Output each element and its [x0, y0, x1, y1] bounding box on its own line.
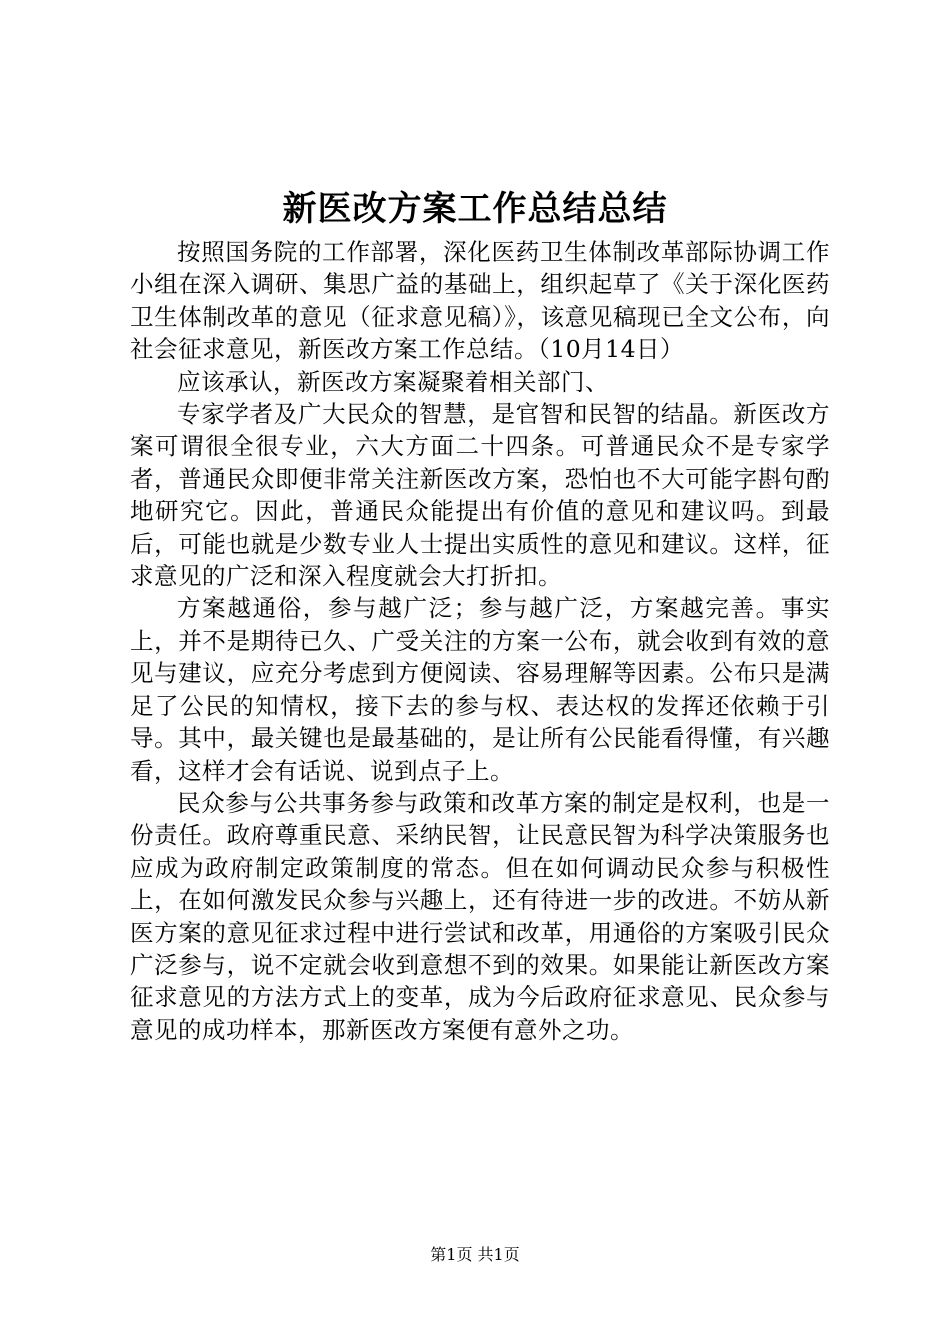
document-title: 新医改方案工作总结总结 [282, 189, 668, 229]
paragraph: 民众参与公共事务参与政策和改革方案的制定是权利，也是一份责任。政府尊重民意、采纳民智，让民意民智为科学决策服务也应成为政府制定政策制度的常态。但在如何调动民众参与积极性上，在如何激发民众参与兴趣上，还有待进一步的改进。不妨从新医方案的意见征求过程中进行尝试和改革，用通俗的方案吸引民众广泛参与，说不定就会收到意想不到的效果。如果能让新医改方案征求意见的方法方式上的变革，成为今后政府征求意见、民众参与意见的成功样本，那新医改方案便有意外之功。 [130, 788, 830, 1044]
paragraph: 专家学者及广大民众的智慧，是官智和民智的结晶。新医改方案可谓很全很专业，六大方面二十四条。可普通民众不是专家学者，普通民众即便非常关注新医改方案，恐怕也不大可能字斟句酌地研究它。因此，普通民众能提出有价值的意见和建议吗。到最后，可能也就是少数专业人士提出实质性的意见和建议。这样，征求意见的广泛和深入程度就会大打折扣。 [130, 400, 830, 591]
document-body [130, 236, 830, 1046]
page-footer: 第1页 共1页 [430, 1245, 520, 1264]
paragraph: 方案越通俗，参与越广泛；参与越广泛，方案越完善。事实上，并不是期待已久、广受关注的方案一公布，就会收到有效的意见与建议，应充分考虑到方便阅读、容易理解等因素。公布只是满足了公民的知情权，接下去的参与权、表达权的发挥还依赖于引导。其中，最关键也是最基础的，是让所有公民能看得懂，有兴趣看，这样才会有话说、说到点子上。 [130, 594, 830, 785]
paragraph: 应该承认，新医改方案凝聚着相关部门、 [177, 367, 609, 396]
paragraph: 按照国务院的工作部署，深化医药卫生体制改革部际协调工作小组在深入调研、集思广益的基础上，组织起草了《关于深化医药卫生体制改革的意见（征求意见稿）》，该意见稿现已全文公布，向社会征求意见，新医改方案工作总结。（10月14日） [130, 238, 830, 364]
